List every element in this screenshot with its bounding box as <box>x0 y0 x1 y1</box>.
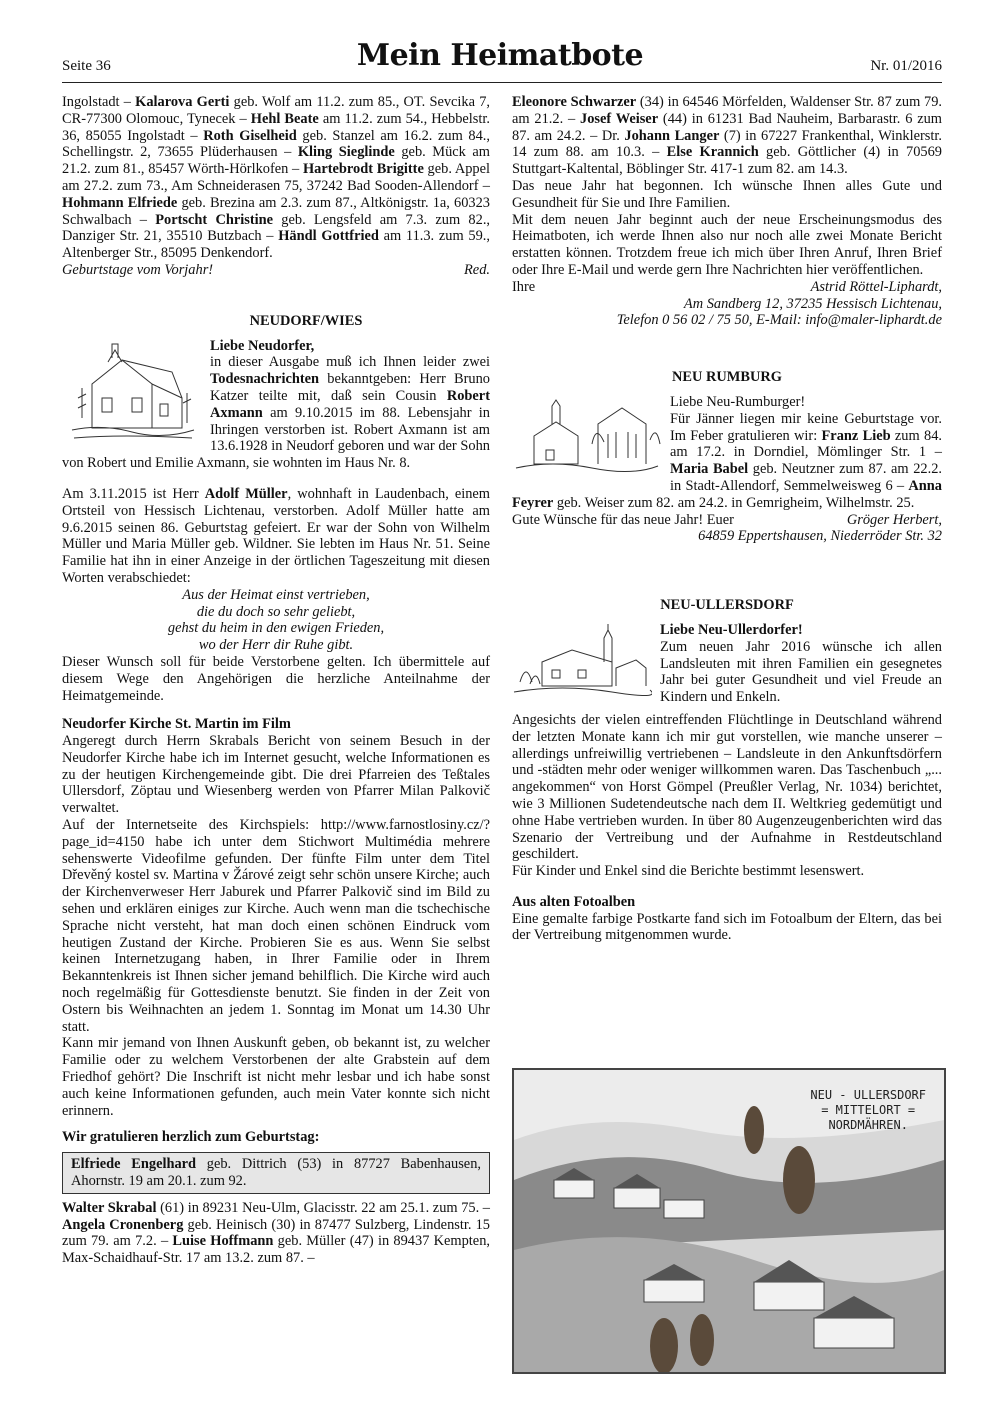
rumburg-paragraph: Für Jänner liegen mir keine Geburtstage vor. Im Feber gratulieren wir: Franz Lieb zum 84. am 17.2. in Dorndiel, Mömlinger Str. 1 – Maria Babel geb. Neutzner zum 87. am 22.2. in Stadt-Allendorf, Semmelweisweg 6 – Anna Feyrer geb. Weiser zum 82. am 24.2. in Gemrigheim, Wilhelmstr. 25. <box>512 410 943 511</box>
bold-name: Kalarova Gerti <box>135 94 230 110</box>
neudorf-paragraph-2: Am 3.11.2015 ist Herr Adolf Müller, wohnhaft in Laudenbach, einem Ortsteil von Hessisch Lichtenau, verstorben. Adolf Müller hatte am 9.6.2015 seinen 86. Geburtstag gefeiert. Er war der Sohn von Wilhelm Müller und Maria Müller geb. Wildner. Sie lebten im Haus Nr. 51. Seine Familie hat ihn in einer Anzeige in der örtlichen Tageszeitung mit diesen Worten verabschiedet: <box>62 485 490 586</box>
church-sketch-icon <box>62 338 202 446</box>
bold-name: Josef Weiser <box>580 110 659 127</box>
poem-line: gehst du heim in den ewigen Frieden, <box>167 620 385 637</box>
birthday-list-continued: Ingolstadt – Kalarova Gerti geb. Wolf am 11.2. zum 85., OT. Sevcika 7, CR-77300 Olomouc, Tynecek – Hehl Beate am 11.2. zum 54., Hebbelstr. 36, 85055 Ingolstadt – Roth Giselheid geb. Stanzel am 16.2. zum 84., Schellingstr. 2, 73655 Plüderhausen – Kling Sieglinde geb. Mück am 21.2. zum 81., 85457 Wörth-Hörlkofen – Hartebrodt Brigitte geb. Appel am 27.2. zum 73., Am Schneiderasen 75, 37242 Bad Sooden-Allendorf – Hohmann Elfriede geb. Brezina am 2.3. zum 87., Altkönigstr. 1a, 60323 Schwalbach – Portscht Christine geb. Lengsfeld am 7.3. zum 82., Danziger Str. 21, 35510 Butzbach – Händl Gottfried am 11.3. zum 59., Altenberger Str., 85095 Denkendorf. <box>62 94 491 262</box>
bold-name: Eleonore Schwarzer <box>512 94 637 110</box>
signature-name: Astrid Röttel-Liphardt, <box>810 278 942 295</box>
bold-name: Else Krannich <box>666 144 759 161</box>
publication-paragraph: Mit dem neuen Jahr beginnt auch der neue Erscheinungsmodus des Heimatboten, ich werde Ihnen also nur noch alle zwei Monate Bericht erstatten können. Trotzdem freue ich mich über Ihren Anruf, Ihren Brief oder Ihre E-Mail und werde gern Ihre Nachrichten hier veröffentlichen. <box>512 211 942 278</box>
ullersdorf-paragraph-2: Angesichts der vielen eintreffenden Flüchtlinge in Deutschland während der letzten Monate kann ich mir gut vorstellen, wie manche unserer – allerdings unfreiwillig vertriebenen – Landsleute in den Ankunftsdörfern und -städten mehr oder weniger willkommen waren. Das Taschenbuch „... angekommen“ von Horst Gömpel (Preußler Verlag, Nr. 1034) berichtet, wie 3 Millionen Sudetendeutsche nach dem II. Weltkrieg gedemütigt und ohne Habe vertrieben wurden. In über 80 Augenzeugenberichten wird das Szenario der Vertreibung und der Aufnahme in Restdeutschland geschildert. <box>512 711 942 863</box>
new-year-paragraph: Das neue Jahr hat begonnen. Ich wünsche Ihnen alles Gute und Gesundheit für Sie und Ihre Familien. <box>512 177 942 211</box>
section-title-neudorf: NEUDORF/WIES <box>249 312 363 329</box>
caption-line: NORDMÄHREN. <box>828 1118 908 1132</box>
neudorf-paragraph-3: Dieser Wunsch soll für beide Verstorbene gelten. Ich übermittele auf diesem Wege den Angehörigen die herzliche Anteilnahme der Heimatgemeinde. <box>62 653 490 704</box>
bold-name: Maria Babel <box>670 461 749 478</box>
rumburg-signature-name: Gröger Herbert, <box>846 511 942 528</box>
rumburg-signature-address: 64859 Eppertshausen, Niederröder Str. 32 <box>698 528 942 545</box>
kirche-paragraph-2: Auf der Internetseite des Kirchspiels: http://www.farnostlosiny.cz/?page_id=4150 habe ich unter dem Stichwort Multimédia mehrere sehenswerte Videofilme gefunden. Der fünfte Film unter dem Titel Dřevěný kostel sv. Martina v Žárové zeigt sehr schön unsere Kirche; auch der Kirchenverweser Herr Jaburek und Pfarrer Palkovič sind im Bild zu sehen und erklären einiges zur Kirche. Auch wenn man die tschechische Sprache nicht versteht, hat man doch einen schönen Eindruck vom heutigen Zustand der Kirche. Probieren Sie es aus. Wenn Sie selbst keinen Internetzugang haben, in Ihrer Familie oder in Ihrem Bekanntenkreis ist Ihnen sicher jemand behilflich. Die Kirche wird auch noch regelmäßig für Gottesdienste benutzt. Sie finden in der Zeit von Ostern bis Weihnachten an jedem 1. Sonntag im Monat um 14.30 Uhr statt. <box>62 817 490 1035</box>
bold-name: Elfriede Engelhard <box>71 1156 197 1173</box>
bold-name: Johann Langer <box>624 127 720 144</box>
bold-name: Kling Sieglinde <box>297 144 395 161</box>
ullersdorf-paragraph-1: Zum neuen Jahr 2016 wünsche ich allen Landsleuten mit ihren Familien ein gesegnetes Jahr bei guter Gesundheit und viel Freude an Kindern und Enkeln. <box>660 638 942 706</box>
fotoalben-paragraph: Eine gemalte farbige Postkarte fand sich im Fotoalbum der Eltern, das bei der Vertreibung mitgenommen wurde. <box>512 910 942 944</box>
bold-name: Luise Hoffmann <box>172 1233 274 1250</box>
neudorf-paragraph-1: in dieser Ausgabe muß ich Ihnen leider zwei Todesnachrichten bekanntgeben: Herr Bruno Katzer teilte mit, daß sein Cousin Robert Axmann am 9.10.2015 im 88. Lebensjahr in Ihringen verstorben ist. Robert Axmann ist am 13.6.1928 in Neudorf geboren und war der Sohn von Robert und Emilie Axmann, sie wohnten im Haus Nr. 8. <box>62 354 490 472</box>
neudorf-greeting: Liebe Neudorfer, <box>210 337 315 354</box>
rumburg-closing <box>512 512 942 529</box>
rumburg-greeting: Liebe Neu-Rumburger! <box>670 393 806 410</box>
intro-note: Geburtstage vom Vorjahr! <box>62 261 214 278</box>
kirche-paragraph-3: Kann mir jemand von Ihnen Auskunft geben, ob bekannt ist, zu welcher Familie oder zu welchem Verstorbenen der alte Grabstein auf dem Friedhof gehört? Die Inschrift ist nicht mehr lesbar und ich habe sonst auch keine Informationen gefunden, auch mein Vater konnte sich nicht erinnern. <box>62 1035 490 1119</box>
highlight-text: Elfriede Engelhard geb. Dittrich (53) in 87727 Babenhausen, Ahornstr. 19 am 20.1. zum 92. <box>71 1156 481 1190</box>
masthead: Mein Heimatbote <box>356 38 644 73</box>
gratulation-heading: Wir gratulieren herzlich zum Geburtstag: <box>62 1129 320 1146</box>
ullersdorf-paragraph-3: Für Kinder und Enkel sind die Berichte bestimmt lesenswert. <box>512 863 865 880</box>
bold-name: Angela Cronenberg <box>62 1216 184 1233</box>
section-title-rumburg: NEU RUMBURG <box>672 369 782 386</box>
bold-name: Händl Gottfried <box>278 228 379 245</box>
bold-name: Franz Lieb <box>821 427 891 444</box>
section-title-ullersdorf: NEU-ULLERSDORF <box>660 597 794 614</box>
kirche-heading: Neudorfer Kirche St. Martin im Film <box>62 716 291 733</box>
bold-name: Portscht Christine <box>155 211 274 228</box>
bold-name: Todesnachrichten <box>210 371 320 388</box>
bold-name: Hartebrodt Brigitte <box>302 161 424 178</box>
signature-block <box>512 279 942 296</box>
intro-footer <box>62 262 490 279</box>
highlight-box <box>62 1152 490 1194</box>
fotoalben-heading: Aus alten Fotoalben <box>512 893 636 910</box>
village-church-sketch-icon <box>512 622 652 702</box>
bold-name: Hohmann Elfriede <box>62 194 178 211</box>
bold-name: Adolf Müller <box>204 485 288 502</box>
bold-name: Anna Feyrer <box>512 477 942 511</box>
signature-contact: Telefon 0 56 02 / 75 50, E-Mail: info@maler-liphardt.de <box>616 312 942 329</box>
postcard-caption <box>810 1088 926 1133</box>
signature-ihre: Ihre <box>512 278 536 295</box>
bold-name: Robert Axmann <box>210 387 490 421</box>
right-column <box>512 94 942 944</box>
birthday-list-right: Eleonore Schwarzer (34) in 64546 Mörfelden, Waldenser Str. 87 zum 79. am 21.2. – Josef Weiser (44) in 61231 Bad Nauheim, Barbarastr. 6 zum 87. am 24.2. – Dr. Johann Langer (7) in 67227 Frankenthal, Winklerstr. 14 zum 88. am 10.3. – Else Krannich geb. Göttlicher (4) in 70569 Stuttgart-Kaltental, Böblinger Str. 417-1 zum 82. am 14.3. <box>512 94 942 178</box>
issue-number: Nr. 01/2016 <box>870 58 942 74</box>
intro-signature: Red. <box>464 261 490 278</box>
bold-name: Hehl Beate <box>250 110 319 127</box>
poem-line: die du doch so sehr geliebt, <box>196 603 356 620</box>
gratulation-list: Walter Skrabal (61) in 89231 Neu-Ulm, Glacisstr. 22 am 25.1. zum 75. – Angela Cronenberg geb. Heinisch (30) in 87477 Sulzberg, Lindenstr. 15 zum 79. am 7.2. – Luise Hoffmann geb. Müller (47) in 89437 Kempten, Max-Schaidhauf-Str. 17 am 13.2. zum 87. – <box>62 1199 490 1267</box>
bold-name: Roth Giselheid <box>203 127 297 144</box>
kirche-paragraph-1: Angeregt durch Herrn Skrabals Bericht von seinem Besuch in der Neudorfer Kirche habe ich im Internet gesucht, welche Informationen es zu der heutigen Kirchengemeinde gibt. Die drei Pfarreien des Teßtales Ullersdorf, Zöptau und Wiesenberg werden von Pfarrer Milan Palkovič verwaltet. <box>62 733 490 817</box>
caption-line: = MITTELORT = <box>821 1103 916 1117</box>
memorial-poem <box>62 587 490 654</box>
ullersdorf-greeting: Liebe Neu-Ullerdorfer! <box>660 621 803 638</box>
bold-name: Walter Skrabal <box>62 1199 157 1216</box>
rumburg-wish: Gute Wünsche für das neue Jahr! Euer <box>512 511 734 528</box>
caption-line: NEU - ULLERSDORF <box>810 1088 926 1102</box>
poem-line: Aus der Heimat einst vertrieben, <box>182 586 370 603</box>
page-number: Seite 36 <box>62 58 111 74</box>
village-chapel-sketch-icon <box>512 394 662 484</box>
signature-address: Am Sandberg 12, 37235 Hessisch Lichtenau, <box>683 295 942 312</box>
postcard-image <box>512 1068 946 1374</box>
poem-line: wo der Herr dir Ruhe gibt. <box>198 637 354 654</box>
left-column <box>62 94 490 1267</box>
header-rule <box>62 82 942 83</box>
